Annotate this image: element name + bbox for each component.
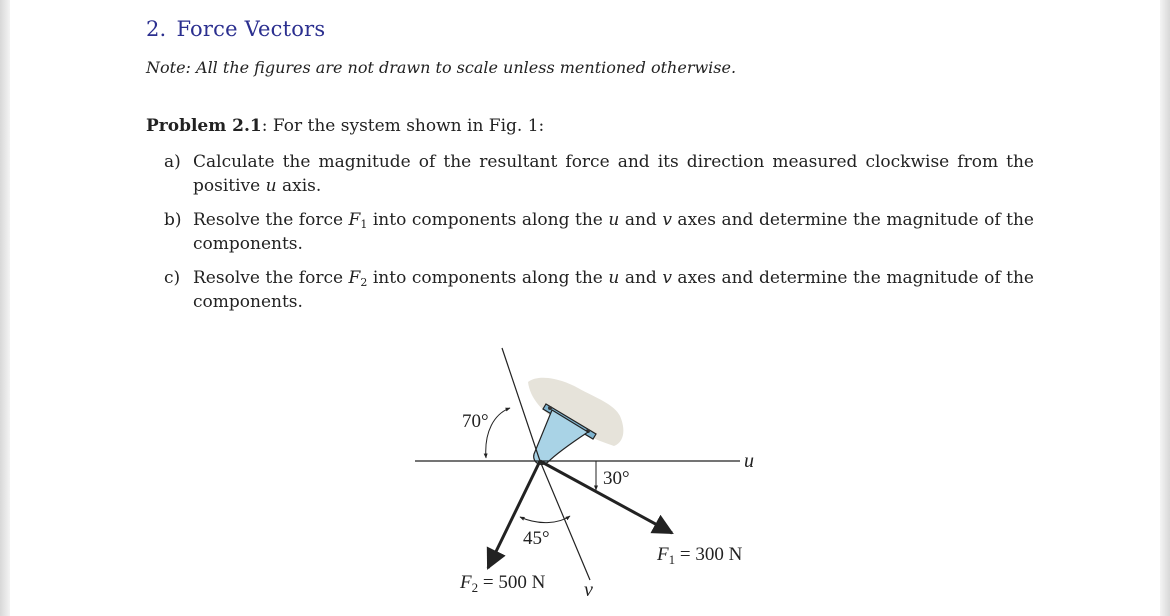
page-edge-right — [1160, 0, 1170, 616]
part-label: b) — [164, 210, 182, 230]
math-var: v — [662, 268, 672, 288]
math-var: u — [608, 268, 620, 288]
f1-label: $F_1 = 300$ N — [657, 544, 743, 567]
part-text: axes and determine the magnitude of the components. — [193, 210, 1034, 254]
force-subscript: 2 — [360, 276, 368, 289]
math-var: v — [662, 210, 672, 230]
part-text: Resolve the force — [193, 210, 349, 230]
v-axis-line — [540, 461, 590, 580]
section-title — [146, 17, 325, 41]
part-text: axis. — [276, 176, 322, 196]
problem-intro — [146, 116, 544, 136]
part-label: c) — [164, 268, 181, 288]
force-subscript: 1 — [360, 218, 368, 231]
page-edge-left — [0, 0, 10, 616]
angle-45-label: 45° — [523, 528, 550, 549]
section-title-text: Force Vectors — [176, 17, 326, 41]
math-var: u — [608, 210, 620, 230]
inclined-reference-line — [502, 348, 540, 461]
part-text: into components along the — [367, 210, 609, 230]
part-text: axes and determine the magnitude of the components. — [193, 268, 1034, 312]
bolt — [548, 406, 552, 410]
part-c — [164, 266, 1034, 314]
part-text: into components along the — [367, 268, 609, 288]
problem-intro-text: : For the system shown in Fig. 1: — [261, 116, 545, 136]
problem-label: Problem 2.1 — [146, 116, 262, 136]
angle-30-label: 30° — [603, 468, 630, 489]
angle-70-label: 70° — [462, 411, 489, 432]
part-text: and — [619, 210, 663, 230]
f2-label: $F_2 = 500$ N — [460, 572, 546, 595]
angle-arc-70 — [486, 408, 510, 458]
note: Note: All the figures are not drawn to scale unless mentioned otherwise. — [146, 58, 737, 77]
force-diagram — [400, 340, 800, 610]
section-number: 2. — [146, 17, 167, 41]
part-a — [164, 150, 1034, 198]
part-text: and — [619, 268, 663, 288]
part-text: Calculate the magnitude of the resultant force and its direction measured clockwise from the positive — [193, 152, 1034, 196]
math-var: u — [265, 176, 277, 196]
part-text: Resolve the force — [193, 268, 349, 288]
problem-parts — [164, 150, 1034, 324]
angle-arc-45 — [520, 516, 570, 523]
part-b — [164, 208, 1034, 256]
force-symbol: F — [348, 268, 361, 288]
axis-v-label: v — [584, 579, 593, 601]
force-symbol: F — [348, 210, 361, 230]
part-label: a) — [164, 152, 181, 172]
f2-arrow — [488, 461, 540, 568]
axis-u-label: u — [744, 450, 754, 472]
